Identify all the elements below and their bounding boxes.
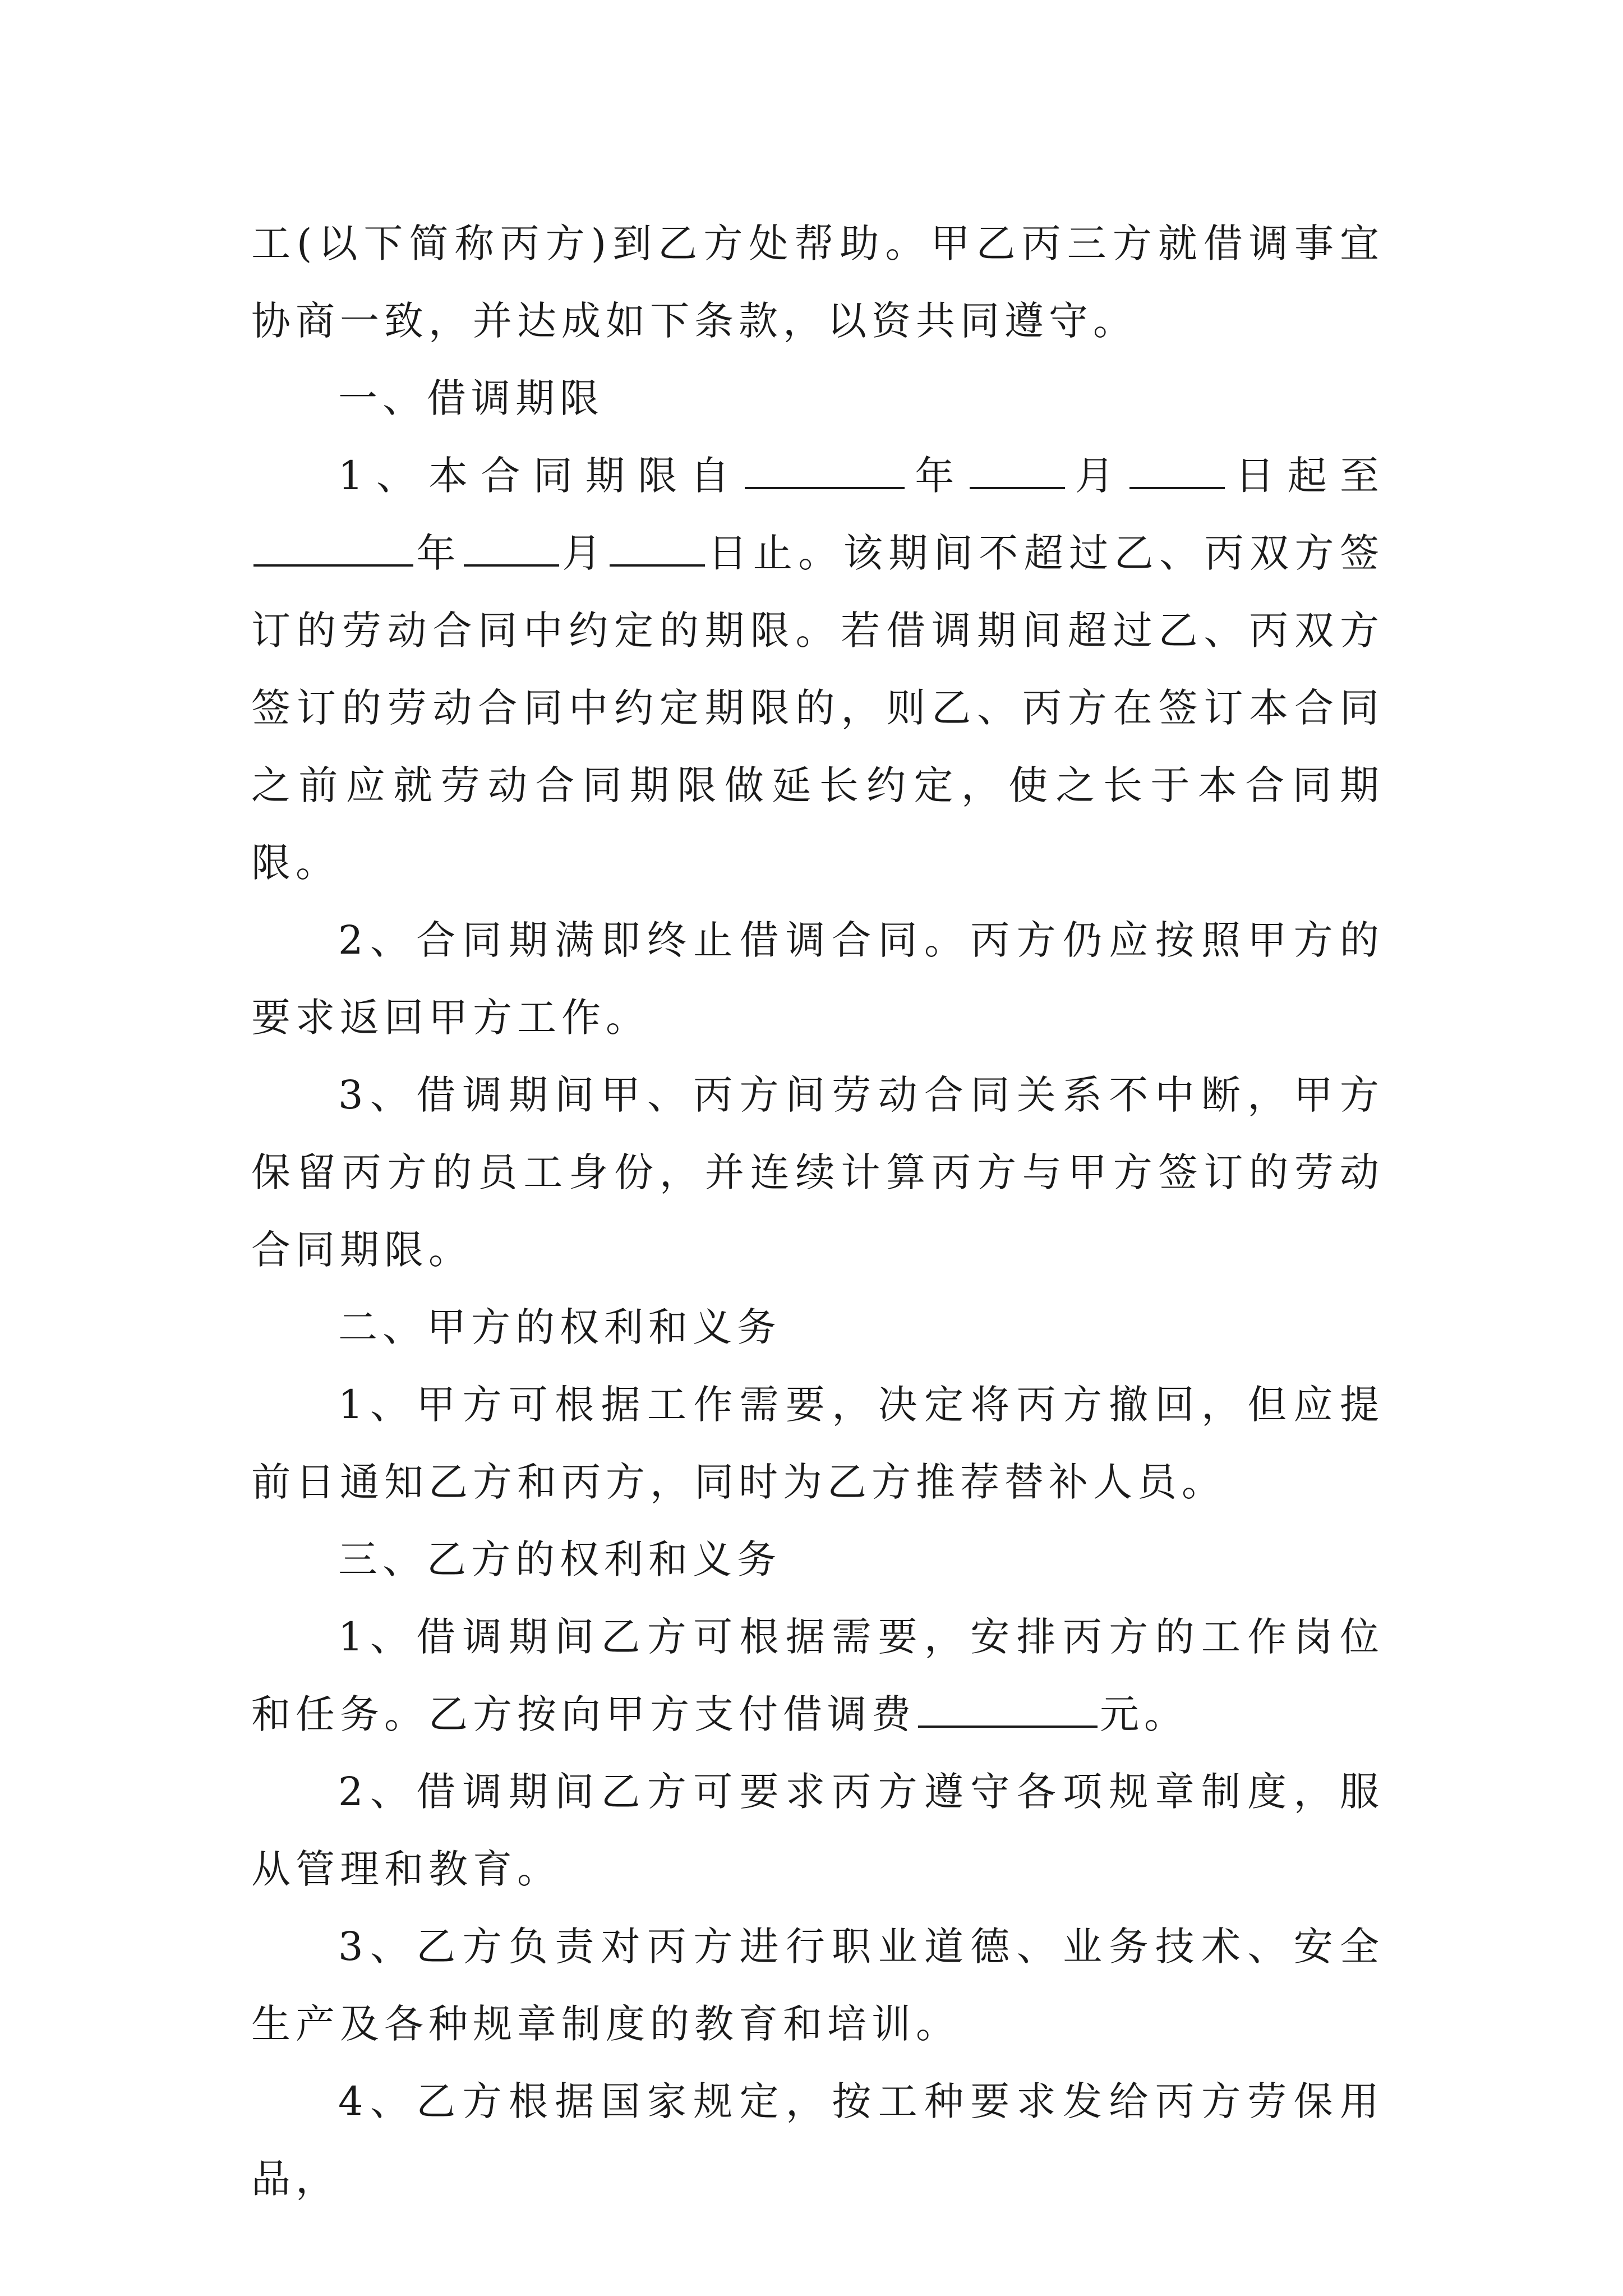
clause-1-1-text-c: 月 bbox=[1067, 453, 1128, 499]
end-day-blank[interactable] bbox=[610, 531, 705, 567]
clause-1-1-text-d: 日起至 bbox=[1227, 453, 1384, 499]
section-heading-loan-term: 一、借调期限 bbox=[338, 375, 604, 421]
clause-1-1-text-g: 日止。该期间不超过乙、丙双方签订的劳动合同中约定的期限。若借调期间超过乙、丙双方签订的劳动合同中约定期限的，则乙、丙方在签订本合同之前应就劳动合同期限做延长约定，使之长于本合同期限。 bbox=[251, 530, 1385, 886]
clause-3-1-text-b: 元。 bbox=[1100, 1691, 1188, 1737]
clause-1-1 bbox=[251, 437, 1384, 901]
clause-3-4: 4、乙方根据国家规定，按工种要求发给丙方劳保用品， bbox=[251, 2078, 1384, 2202]
clause-1-2: 2、合同期满即终止借调合同。丙方仍应按照甲方的要求返回甲方工作。 bbox=[251, 917, 1384, 1041]
clause-1-3: 3、借调期间甲、丙方间劳动合同关系不中断，甲方保留丙方的员工身份，并连续计算丙方与甲方签订的劳动合同期限。 bbox=[251, 1072, 1384, 1273]
start-day-blank[interactable] bbox=[1129, 453, 1225, 489]
clause-2-1: 1、甲方可根据工作需要，决定将丙方撤回，但应提前日通知乙方和丙方，同时为乙方推荐替补人员。 bbox=[251, 1382, 1384, 1505]
clause-1-1-text-b: 年 bbox=[906, 453, 967, 499]
clause-3-1 bbox=[251, 1598, 1384, 1753]
document-body bbox=[251, 205, 1384, 2217]
clause-1-1-text-f: 月 bbox=[561, 530, 607, 576]
clause-1-1-text-e: 年 bbox=[416, 530, 462, 576]
section-heading-party-a: 二、甲方的权利和义务 bbox=[338, 1304, 781, 1350]
clause-3-2: 2、借调期间乙方可要求丙方遵守各项规章制度，服从管理和教育。 bbox=[251, 1769, 1384, 1892]
start-month-blank[interactable] bbox=[970, 453, 1065, 489]
loan-fee-blank[interactable] bbox=[918, 1692, 1098, 1728]
clause-3-3: 3、乙方负责对丙方进行职业道德、业务技术、安全生产及各种规章制度的教育和培训。 bbox=[251, 1924, 1384, 2047]
section-heading-party-b: 三、乙方的权利和义务 bbox=[338, 1536, 781, 1582]
paragraph-intro: 工(以下简称丙方)到乙方处帮助。甲乙丙三方就借调事宜协商一致，并达成如下条款，以资共同遵守。 bbox=[251, 220, 1384, 344]
clause-1-1-text-a: 1、本合同期限自 bbox=[338, 453, 743, 499]
start-year-blank[interactable] bbox=[745, 453, 905, 489]
end-month-blank[interactable] bbox=[464, 531, 559, 567]
clause-3-1-text-a: 1、借调期间乙方可根据需要，安排丙方的工作岗位和任务。乙方按向甲方支付借调费 bbox=[251, 1614, 1384, 1737]
end-year-blank[interactable] bbox=[253, 531, 413, 567]
